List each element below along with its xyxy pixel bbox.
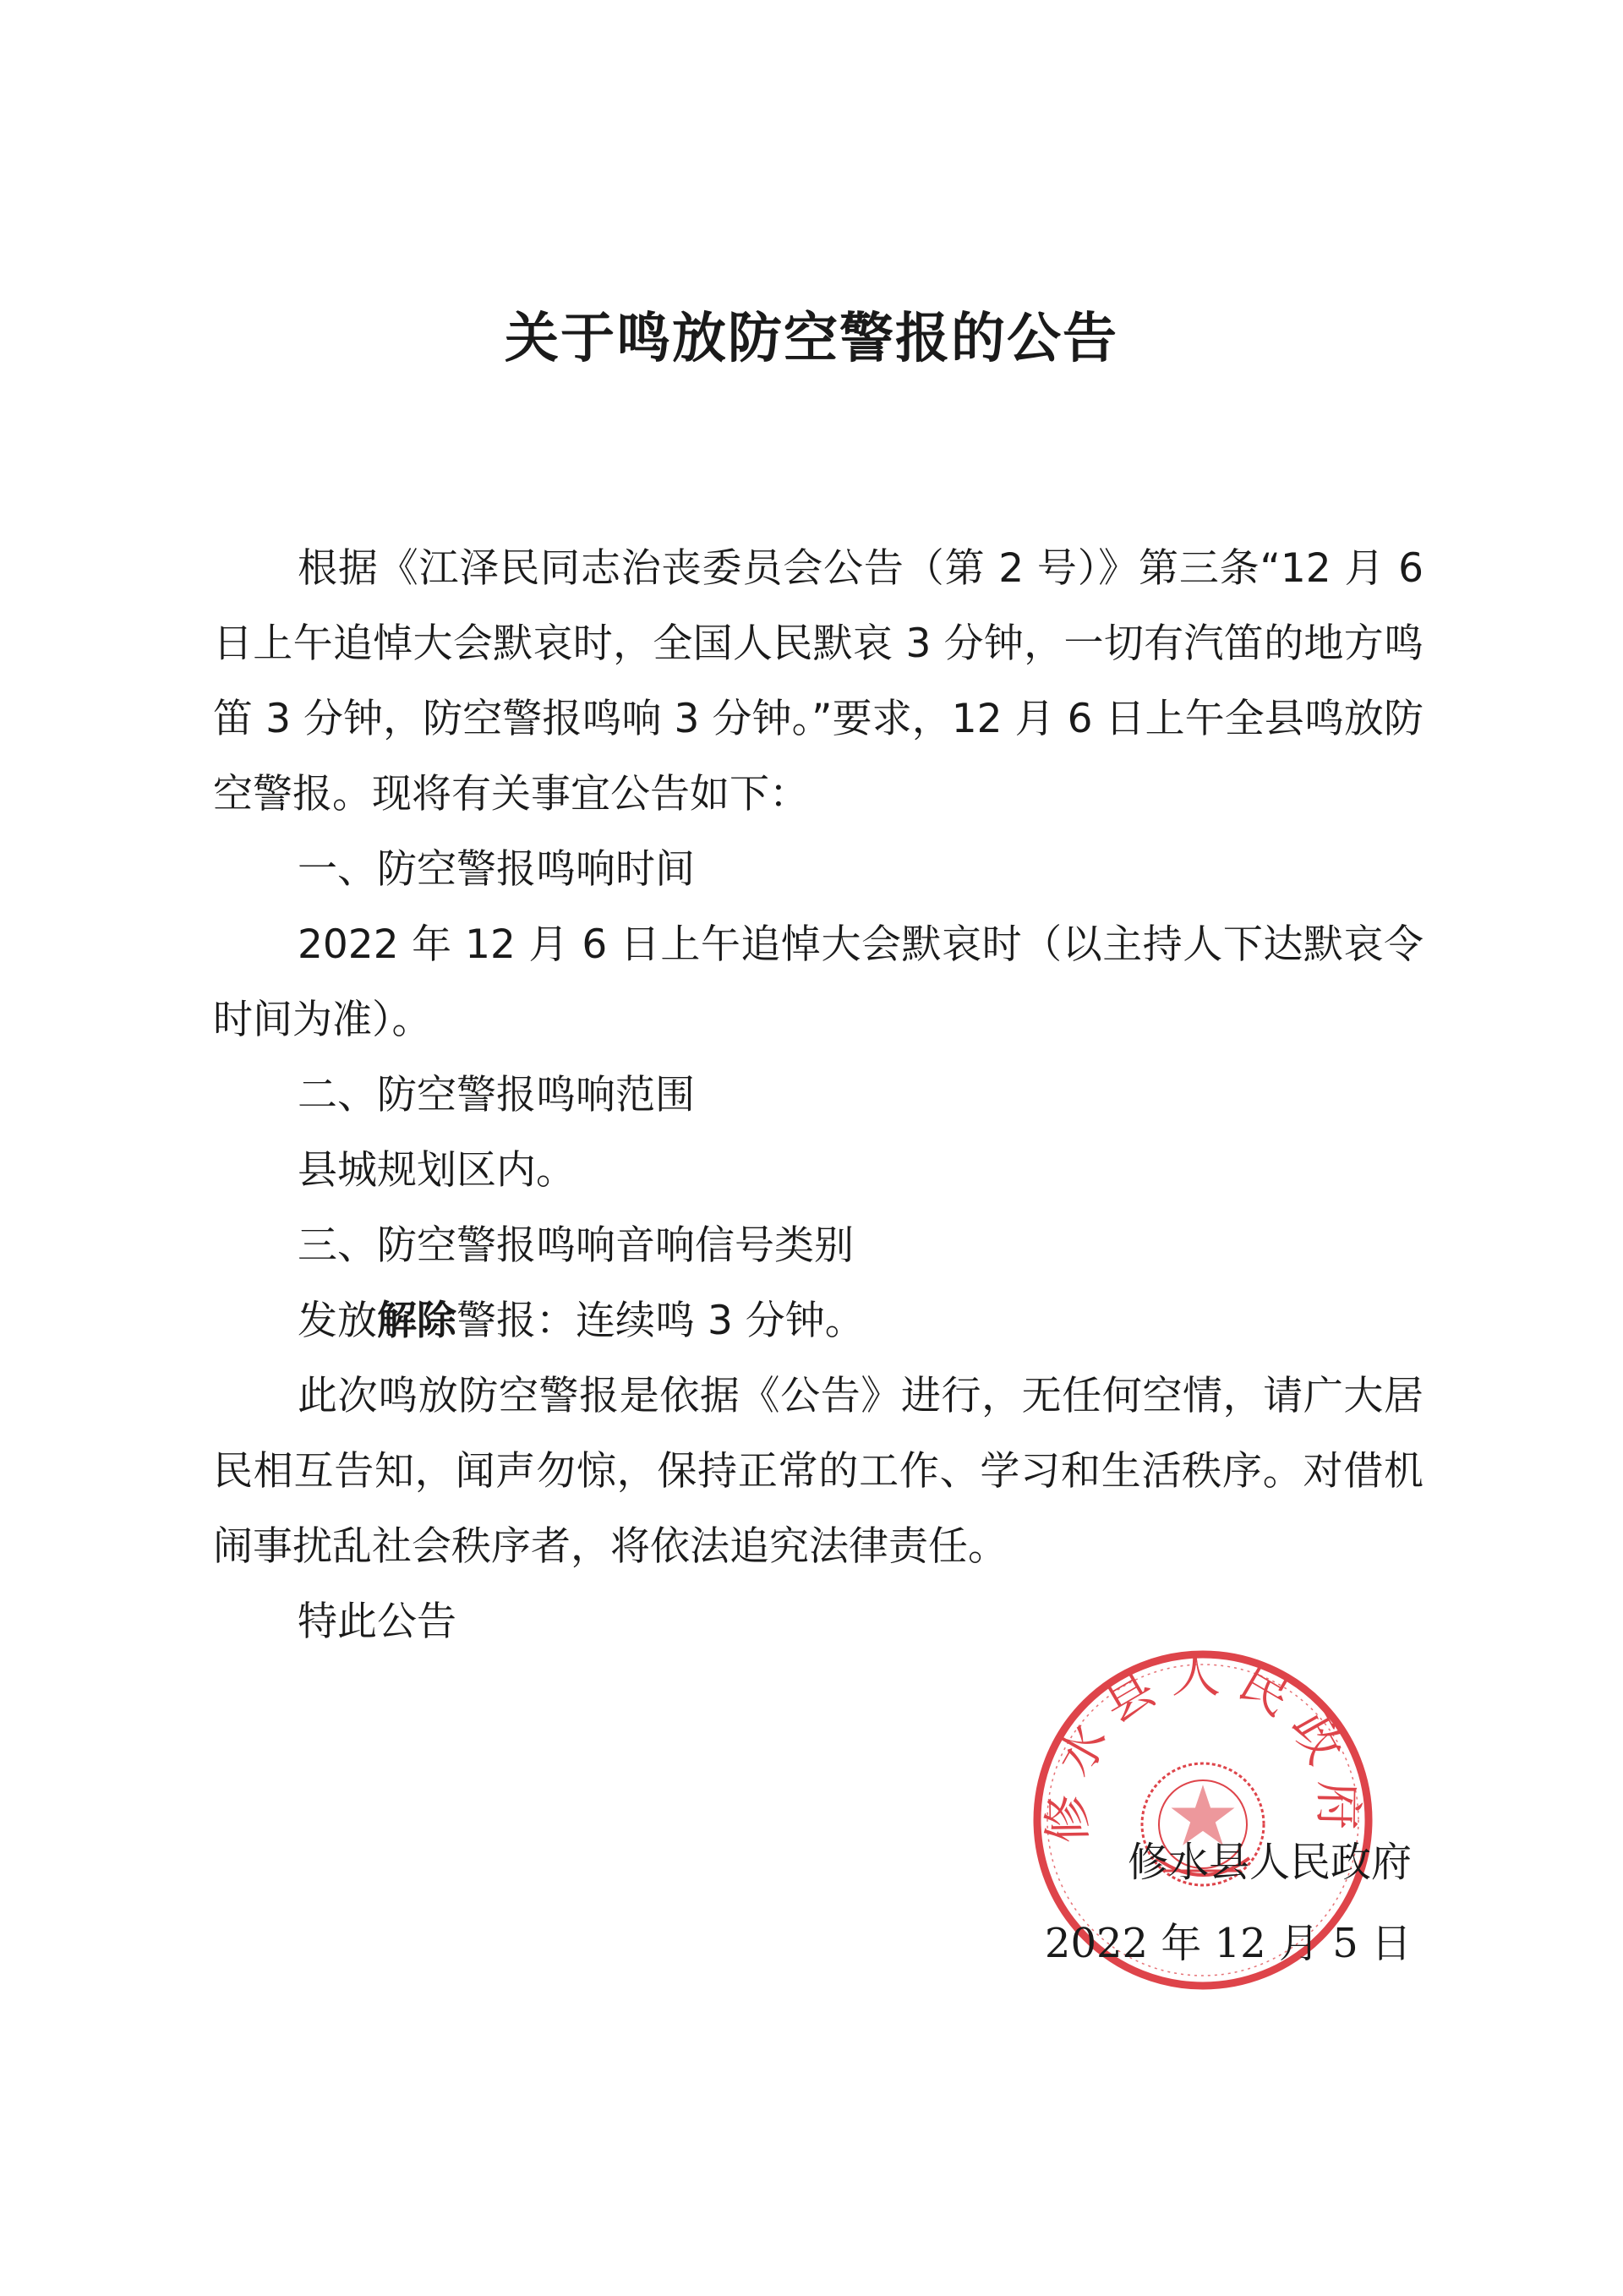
paragraph-time: 2022 年 12 月 6 日上午追悼大会默哀时（以主持人下达默哀令时间为准）。 <box>213 921 1424 1043</box>
issuer-name: 修水县人民政府 <box>1127 1839 1412 1886</box>
signature-block <box>1014 1822 1412 1984</box>
issue-date: 2022 年 12 月 5 日 <box>1044 1920 1412 1967</box>
document-title: 关于鸣放防空警报的公告 <box>505 307 1118 370</box>
paragraph-basis: 根据《江泽民同志治丧委员会公告（第 2 号）》第三条“12 月 6 日上午追悼大会默哀时，全国人民默哀 3 分钟，一切有汽笛的地方鸣笛 3 分钟，防空警报鸣响 3 分钟。”要求，12 月 6 日上午全县鸣放防空警报。现将有关事宜公告如下： <box>213 545 1424 817</box>
paragraph-scope: 县城规划区内。 <box>298 1147 576 1194</box>
section-heading-scope: 二、防空警报鸣响范围 <box>298 1072 695 1118</box>
section-heading-time: 一、防空警报鸣响时间 <box>298 846 695 893</box>
signal-text-bold: 解除 <box>377 1298 456 1344</box>
signal-text-post: 警报：连续鸣 3 分钟。 <box>456 1298 865 1344</box>
paragraph-closing: 特此公告 <box>298 1599 456 1645</box>
paragraph-notice: 此次鸣放防空警报是依据《公告》进行，无任何空情，请广大居民相互告知，闻声勿惊，保持正常的工作、学习和生活秩序。对借机闹事扰乱社会秩序者，将依法追究法律责任。 <box>213 1373 1424 1570</box>
section-heading-signal: 三、防空警报鸣响音响信号类别 <box>298 1222 854 1269</box>
seal-text: 修水县人民政府 <box>1038 1647 1368 1845</box>
document-body <box>213 531 1424 1659</box>
signal-text-pre: 发放 <box>298 1298 377 1344</box>
paragraph-signal <box>213 1283 1424 1358</box>
